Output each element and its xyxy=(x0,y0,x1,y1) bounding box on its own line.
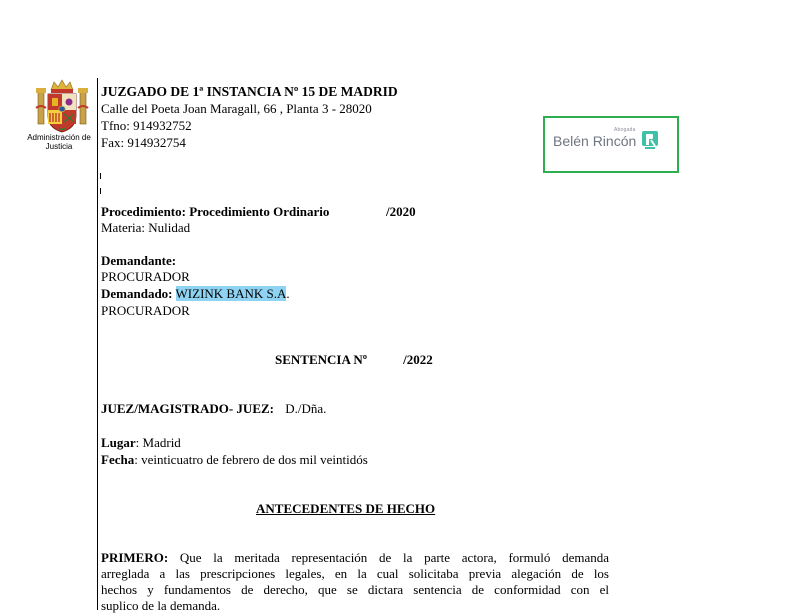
sentence-number: /2022 xyxy=(403,352,433,367)
emblem-caption: Administración de Justicia xyxy=(27,133,91,151)
paragraph-line: arreglada a las prescripciones legales, en la cual solicitaba previa alegación de los xyxy=(101,566,609,581)
defendant-line xyxy=(101,286,290,302)
paragraph-line xyxy=(101,550,609,566)
date-line xyxy=(101,452,368,468)
sentence-title xyxy=(275,352,433,368)
defendant-suffix: . xyxy=(286,286,290,301)
law-firm-logo xyxy=(543,116,679,173)
court-phone: Tfno: 914932752 xyxy=(101,118,192,133)
first-paragraph xyxy=(101,550,609,614)
procedure-label: Procedimiento: Procedimiento Ordinario xyxy=(101,204,330,219)
plaintiff-procurator: PROCURADOR xyxy=(101,269,190,284)
cursor-mark xyxy=(100,188,101,194)
procedure-matter: Materia: Nulidad xyxy=(101,220,191,235)
court-address: Calle del Poeta Joan Maragall, 66 , Planta 3 - 28020 xyxy=(101,101,372,116)
paragraph-label: PRIMERO: xyxy=(101,550,169,565)
defendant-procurator: PROCURADOR xyxy=(101,303,190,318)
judge-name: D./Dña. xyxy=(285,401,327,416)
place-value: : Madrid xyxy=(135,435,181,450)
date-value: : veinticuatro de febrero de dos mil veintidós xyxy=(134,452,368,467)
court-name: JUZGADO DE 1ª INSTANCIA Nº 15 DE MADRID xyxy=(101,84,398,99)
date-label: Fecha xyxy=(101,452,135,467)
plaintiff-label: Demandante: xyxy=(101,253,177,268)
margin-rule xyxy=(97,78,98,610)
logo-name: Belén Rincón xyxy=(553,133,637,149)
defendant-name: WIZINK BANK S.A xyxy=(175,286,287,301)
section-title: ANTECEDENTES DE HECHO xyxy=(256,501,436,516)
cursor-mark xyxy=(100,173,101,179)
defendant-label: Demandado: xyxy=(101,286,173,301)
procedure-year: /2020 xyxy=(386,204,416,219)
sentence-label: SENTENCIA Nº xyxy=(275,352,368,367)
procedure-line xyxy=(101,204,416,220)
court-fax: Fax: 914932754 xyxy=(101,135,186,150)
paragraph-line: suplico de la demanda. xyxy=(101,598,221,613)
judge-line xyxy=(101,401,326,417)
logo-mark-icon xyxy=(641,130,659,150)
paragraph-line: hechos y fundamentos de derecho, que se dictara sentencia de conformidad con el xyxy=(101,582,609,597)
logo-subtitle: Abogada xyxy=(614,127,636,133)
judge-label: JUEZ/MAGISTRADO- JUEZ: xyxy=(101,401,274,416)
paragraph-text: Que la meritada representación de la parte actora, formuló demanda xyxy=(168,550,609,565)
place-label: Lugar xyxy=(101,435,136,450)
coat-of-arms-icon xyxy=(34,78,90,134)
place-line xyxy=(101,435,181,451)
